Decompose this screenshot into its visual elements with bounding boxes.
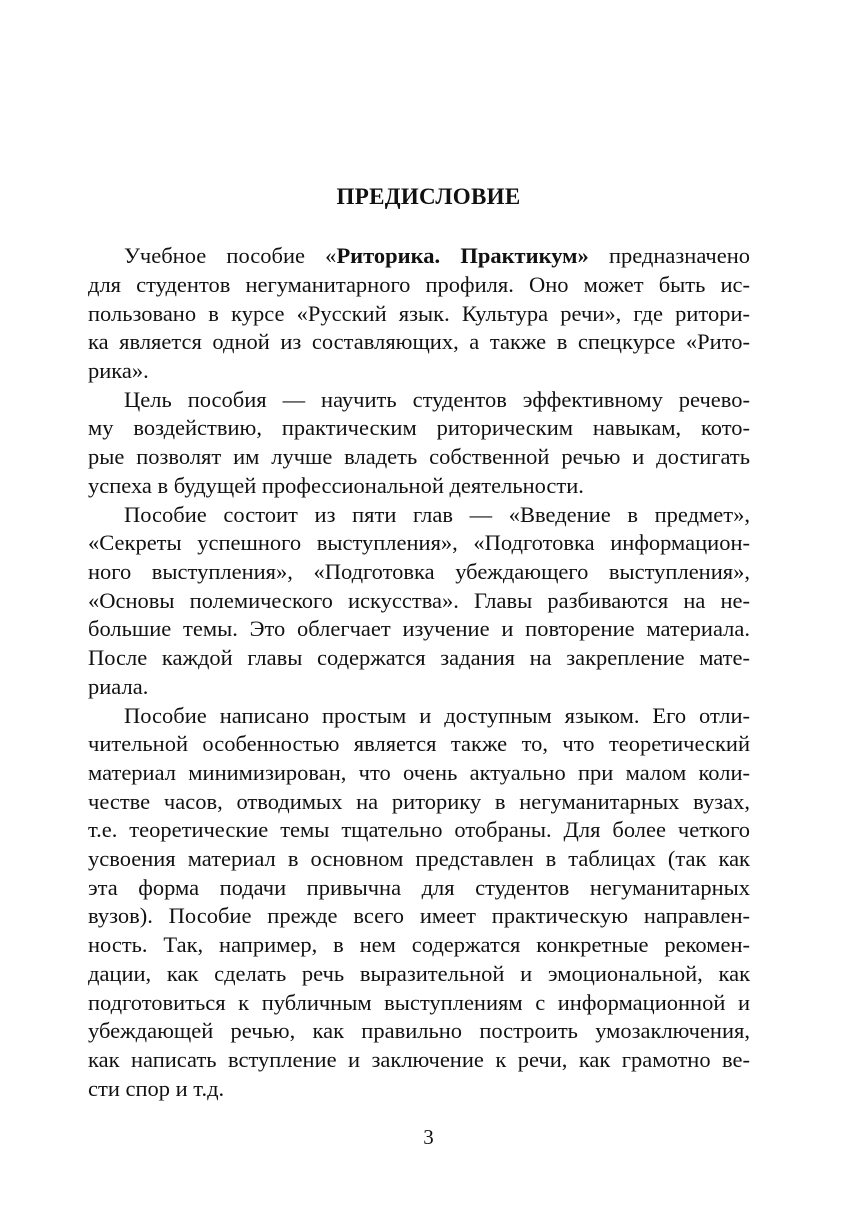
paragraph-1-line-2: для студентов негуманитарного профиля. Оно может быть ис- bbox=[88, 272, 750, 297]
paragraph-2-line-1: Цель пособия — научить студентов эффективному речево- bbox=[124, 387, 750, 412]
paragraph-2-line-4: успеха в будущей профессиональной деятельности. bbox=[88, 473, 584, 498]
paragraph-4-line-6: усвоения материал в основном представлен в таблицах (так как bbox=[88, 846, 750, 871]
paragraph-4-line-5: т.е. теоретические темы тщательно отобраны. Для более четкого bbox=[88, 817, 750, 842]
paragraph-4-line-4: честве часов, отводимых на риторику в негуманитарных вузах, bbox=[88, 789, 750, 814]
paragraph-2-line-3: рые позволят им лучше владеть собственной речью и достигать bbox=[88, 444, 750, 469]
paragraph-3-line-5: большие темы. Это облегчает изучение и повторение материала. bbox=[88, 616, 750, 641]
paragraph-1-line-4: ка является одной из составляющих, а также в спецкурсе «Рито- bbox=[88, 329, 750, 354]
book-title-bold: Риторика. Практикум» bbox=[336, 243, 589, 268]
paragraph-3-line-2: «Секреты успешного выступления», «Подготовка информацион- bbox=[88, 530, 750, 555]
paragraph-3-line-3: ного выступления», «Подготовка убеждающего выступления», bbox=[88, 559, 750, 584]
paragraph-3-line-4: «Основы полемического искусства». Главы разбиваются на не- bbox=[88, 588, 750, 613]
paragraph-3-line-7: риала. bbox=[88, 674, 149, 699]
paragraph-1-line-3: пользовано в курсе «Русский язык. Культура речи», где ритори- bbox=[88, 301, 750, 326]
paragraph-4-line-14: сти спор и т.д. bbox=[88, 1076, 225, 1101]
paragraph-1-line-5: рика». bbox=[88, 358, 149, 383]
paragraph-4-line-8: вузов). Пособие прежде всего имеет практическую направлен- bbox=[88, 903, 750, 928]
paragraph-1-line-1 bbox=[124, 241, 750, 270]
paragraph-4-line-10: дации, как сделать речь выразительной и эмоциональной, как bbox=[88, 961, 750, 986]
paragraph-3-line-1: Пособие состоит из пяти глав — «Введение в предмет», bbox=[124, 502, 750, 527]
paragraph-4-line-2: чительной особенностью является также то, что теоретический bbox=[88, 731, 750, 756]
paragraph-2-line-2: му воздействию, практическим риторическим навыкам, кото- bbox=[88, 415, 750, 440]
paragraph-4-line-13: как написать вступление и заключение к речи, как грамотно ве- bbox=[88, 1047, 750, 1072]
paragraph-4-line-9: ность. Так, например, в нем содержатся конкретные рекомен- bbox=[88, 932, 750, 957]
paragraph-1-text-end: предназначено bbox=[588, 243, 751, 268]
page-title: ПРЕДИСЛОВИЕ bbox=[336, 184, 521, 209]
paragraph-4-line-1: Пособие написано простым и доступным языком. Его отли- bbox=[124, 703, 750, 728]
paragraph-1-text-start: Учебное пособие « bbox=[124, 243, 337, 268]
paragraph-4-line-11: подготовиться к публичным выступлениям с информационной и bbox=[88, 990, 750, 1015]
paragraph-3-line-6: После каждой главы содержатся задания на закрепление мате- bbox=[88, 645, 750, 670]
paragraph-4-line-3: материал минимизирован, что очень актуально при малом коли- bbox=[88, 760, 750, 785]
paragraph-4-line-7: эта форма подачи привычна для студентов негуманитарных bbox=[88, 875, 750, 900]
page-number: 3 bbox=[423, 1125, 434, 1149]
paragraph-4-line-12: убеждающей речью, как правильно построить умозаключения, bbox=[88, 1018, 750, 1043]
